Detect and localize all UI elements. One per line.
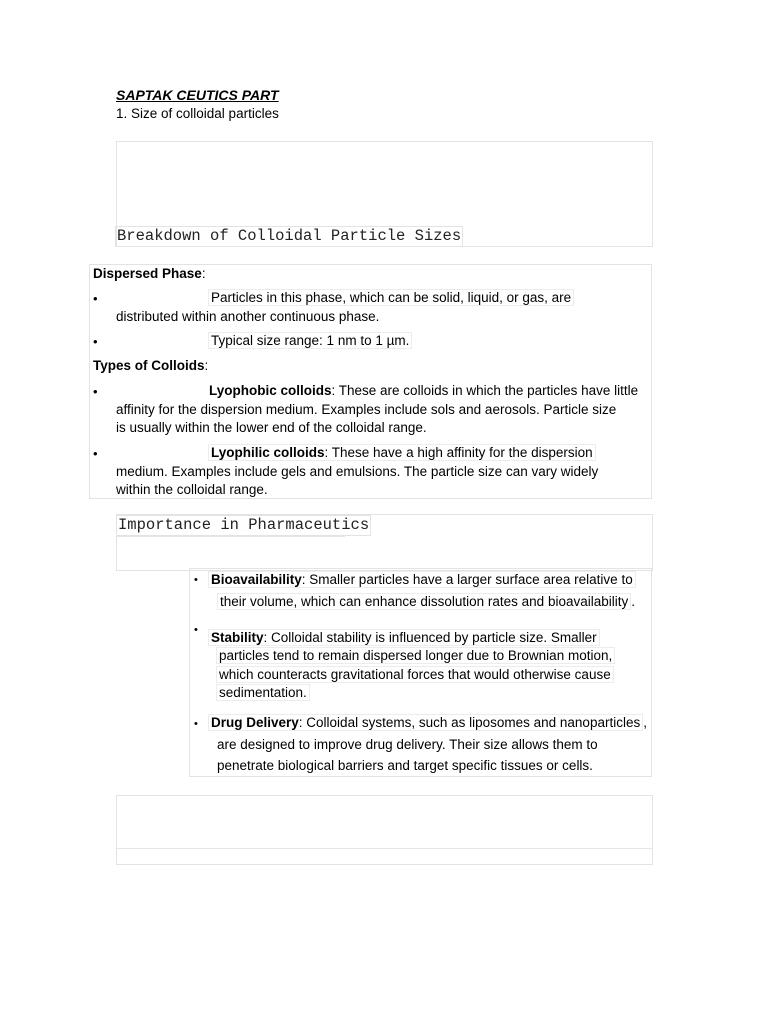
- list-item-text: penetrate biological barriers and target specific tissues or cells.: [217, 758, 593, 773]
- divider: [117, 536, 345, 537]
- section-heading-particle-sizes: Breakdown of Colloidal Particle Sizes: [117, 227, 462, 245]
- bullet-icon: •: [93, 334, 98, 349]
- list-item-text: which counteracts gravitational forces that would otherwise cause: [216, 666, 614, 684]
- bullet-icon: •: [194, 624, 198, 636]
- dispersed-phase-label: Dispersed Phase:: [93, 266, 206, 281]
- list-item-text: is usually within the lower end of the colloidal range.: [116, 420, 427, 435]
- list-item-text: Drug Delivery: Colloidal systems, such as liposomes and nanoparticles ,: [208, 714, 647, 732]
- document-subtitle: 1. Size of colloidal particles: [116, 106, 279, 121]
- list-item-text: particles tend to remain dispersed longer due to Brownian motion,: [216, 647, 615, 665]
- bullet-icon: •: [194, 718, 198, 730]
- list-item-text: within the colloidal range.: [116, 482, 268, 497]
- list-item-text: Typical size range: 1 nm to 1 µm.: [208, 332, 412, 350]
- list-item-text: distributed within another continuous phase.: [116, 309, 380, 324]
- bullet-icon: •: [194, 574, 198, 586]
- bullet-icon: •: [93, 291, 98, 306]
- list-item-text: Bioavailability: Smaller particles have a larger surface area relative to: [208, 571, 636, 589]
- list-item-text: sedimentation.: [216, 684, 310, 702]
- document-title: SAPTAK CEUTICS PART: [116, 87, 279, 103]
- list-item-text: medium. Examples include gels and emulsions. The particle size can vary widely: [116, 464, 599, 479]
- list-item-text: affinity for the dispersion medium. Examples include sols and aerosols. Particle size: [116, 402, 617, 417]
- list-item-text: Lyophobic colloids: These are colloids in which the particles have little: [209, 383, 639, 398]
- bullet-icon: •: [93, 384, 98, 399]
- list-item-text: Particles in this phase, which can be solid, liquid, or gas, are: [208, 289, 574, 307]
- list-item-text: are designed to improve drug delivery. Their size allows them to: [217, 737, 598, 752]
- divider: [117, 848, 652, 849]
- section-heading-importance: Importance in Pharmaceutics: [118, 516, 370, 534]
- list-item-text: Stability: Colloidal stability is influenced by particle size. Smaller: [208, 629, 600, 647]
- list-item-text: Lyophilic colloids: These have a high affinity for the dispersion: [208, 444, 596, 462]
- empty-content-box: [116, 795, 653, 865]
- types-of-colloids-label: Types of Colloids:: [93, 358, 209, 373]
- list-item-text: their volume, which can enhance dissolution rates and bioavailability .: [217, 593, 635, 611]
- bullet-icon: •: [93, 446, 98, 461]
